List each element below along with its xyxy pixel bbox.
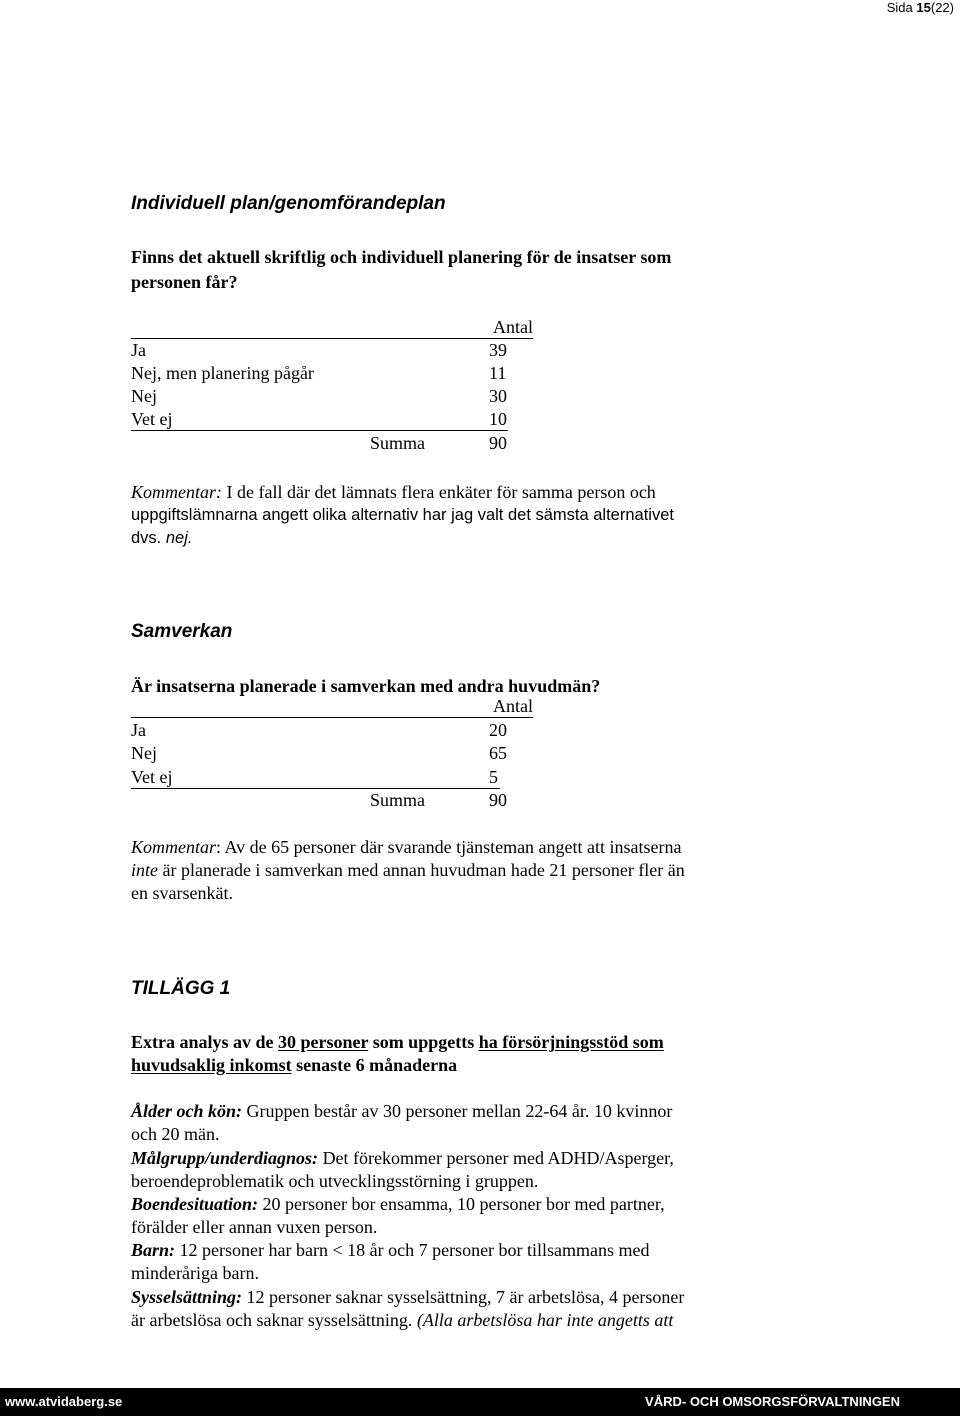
- samverkan-table-column-header: Antal: [493, 696, 533, 716]
- plan-comment-line-3: [131, 527, 192, 550]
- tillagg-item-note: (Alla arbetslösa har inte angetts att: [416, 1310, 674, 1330]
- samverkan-comment-text-1: : Av de 65 personer där svarande tjänsteman angett att insatserna: [216, 837, 682, 857]
- samverkan-comment-line-2: [131, 859, 685, 882]
- plan-row-label: Nej, men planering pågår: [131, 363, 314, 383]
- footer-department: VÅRD- OCH OMSORGSFÖRVALTNINGEN: [645, 1394, 900, 1409]
- plan-comment-line-2: uppgiftslämnarna angett olika alternativ har jag valt det sämsta alternativet: [131, 506, 674, 524]
- plan-question-line-2: personen får?: [131, 272, 238, 292]
- plan-table-column-header: Antal: [493, 317, 533, 337]
- plan-table-rule: [131, 430, 508, 431]
- tillagg-item-line-2: förälder eller annan vuxen person.: [131, 1217, 378, 1237]
- samverkan-row-value: 65: [489, 743, 507, 763]
- plan-row-value: 10: [489, 409, 507, 429]
- tillagg-item-line-2: och 20 män.: [131, 1124, 220, 1144]
- tillagg-item-label: Boendesituation:: [131, 1194, 259, 1214]
- section-title-samverkan: Samverkan: [131, 621, 233, 642]
- tillagg-item-line-1: [131, 1193, 665, 1216]
- samverkan-comment-line-1: [131, 836, 682, 859]
- samverkan-table-rule: [131, 788, 500, 789]
- tillagg-item-line-2: [131, 1309, 673, 1332]
- tillagg-item-label: Barn:: [131, 1240, 176, 1260]
- plan-sum-value: 90: [489, 433, 507, 453]
- page-total: (22): [930, 0, 954, 15]
- tillagg-item-label: Ålder och kön:: [131, 1101, 243, 1121]
- plan-row-label: Nej: [131, 386, 157, 406]
- samverkan-comment-emphasis: inte: [131, 860, 158, 880]
- tillagg-item-text: Det förekommer personer med ADHD/Asperger,: [322, 1148, 674, 1168]
- tillagg-item-line-2: beroendeproblematik och utvecklingsstörning i gruppen.: [131, 1171, 539, 1191]
- page-word: Sida: [886, 0, 913, 15]
- section-title-tillagg: TILLÄGG 1: [131, 978, 231, 999]
- page-footer: [0, 1388, 960, 1416]
- tillagg-item-text: Gruppen består av 30 personer mellan 22-64 år. 10 kvinnor: [246, 1101, 673, 1121]
- tillagg-item-line-1: [131, 1286, 684, 1309]
- plan-row-value: 39: [489, 340, 507, 360]
- tillagg-item-label: Sysselsättning:: [131, 1287, 243, 1307]
- plan-comment-answer: nej.: [165, 529, 193, 547]
- samverkan-sum-label: Summa: [370, 790, 426, 810]
- tillagg-item-text: 12 personer har barn < 18 år och 7 personer bor tillsammans med: [179, 1240, 650, 1260]
- tillagg-item-line-1: [131, 1100, 672, 1123]
- samverkan-comment-label: Kommentar: [131, 837, 216, 857]
- samverkan-question: Är insatserna planerade i samverkan med andra huvudmän?: [131, 676, 601, 696]
- footer-website: www.atvidaberg.se: [5, 1394, 123, 1409]
- plan-comment-line-1: [131, 481, 656, 504]
- tillagg-intro-emphasis: 30 personer: [278, 1032, 369, 1052]
- page-current: 15: [916, 0, 931, 15]
- tillagg-intro-emphasis: huvudsaklig inkomst: [131, 1055, 292, 1075]
- plan-row-value: 30: [489, 386, 507, 406]
- tillagg-item-label: Målgrupp/underdiagnos:: [131, 1148, 319, 1168]
- plan-question-line-1: Finns det aktuell skriftlig och individuell planering för de insatser som: [131, 247, 672, 267]
- plan-sum-label: Summa: [370, 433, 426, 453]
- tillagg-item-line-1: [131, 1239, 650, 1262]
- tillagg-item-text: är arbetslösa och saknar sysselsättning.: [131, 1310, 413, 1330]
- plan-comment-text-1: I de fall där det lämnats flera enkäter för samma person och: [226, 482, 656, 502]
- tillagg-intro-line-2: [131, 1054, 457, 1077]
- plan-comment-label: Kommentar:: [131, 482, 222, 502]
- tillagg-intro-line-1: [131, 1031, 664, 1054]
- section-title-plan: Individuell plan/genomförandeplan: [131, 193, 446, 214]
- tillagg-item-text: 12 personer saknar sysselsättning, 7 är arbetslösa, 4 personer: [246, 1287, 685, 1307]
- samverkan-table-header: [131, 695, 533, 718]
- plan-comment-text-3: dvs.: [131, 529, 162, 547]
- tillagg-item-text: 20 personer bor ensamma, 10 personer bor med partner,: [262, 1194, 665, 1214]
- samverkan-row-label: Nej: [131, 743, 157, 763]
- tillagg-intro-text: senaste 6 månaderna: [296, 1055, 458, 1075]
- plan-row-label: Vet ej: [131, 409, 173, 429]
- samverkan-row-label: Vet ej: [131, 767, 173, 787]
- samverkan-row-value: 20: [489, 720, 507, 740]
- samverkan-row-value: 5: [489, 767, 498, 787]
- samverkan-comment-line-3: en svarsenkät.: [131, 883, 233, 903]
- page-number-label: [887, 0, 954, 16]
- samverkan-sum-value: 90: [489, 790, 507, 810]
- tillagg-intro-emphasis: ha försörjningsstöd som: [478, 1032, 664, 1052]
- tillagg-intro-text: som uppgetts: [372, 1032, 475, 1052]
- plan-row-value: 11: [489, 363, 507, 383]
- tillagg-intro-text: Extra analys av de: [131, 1032, 274, 1052]
- samverkan-comment-text-2: är planerade i samverkan med annan huvudman hade 21 personer fler än: [162, 860, 685, 880]
- tillagg-item-line-1: [131, 1147, 674, 1170]
- plan-row-label: Ja: [131, 340, 146, 360]
- samverkan-row-label: Ja: [131, 720, 146, 740]
- tillagg-item-line-2: minderåriga barn.: [131, 1263, 259, 1283]
- plan-table-header: [131, 316, 533, 339]
